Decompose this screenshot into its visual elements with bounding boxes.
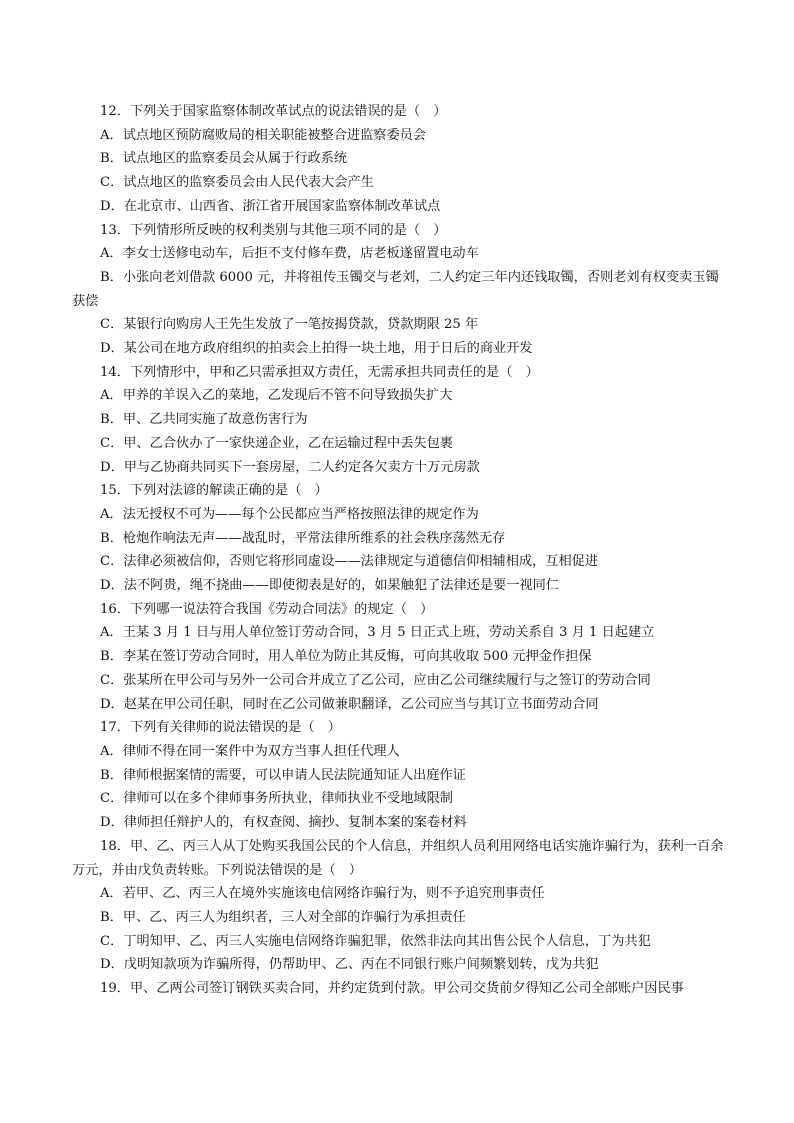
question-stem: 16．下列哪一说法符合我国《劳动合同法》的规定（ ）: [100, 601, 434, 617]
option-a: A．甲养的羊误入乙的菜地，乙发现后不管不问导致损失扩大: [100, 388, 453, 404]
option-b: B．枪炮作响法无声——战乱时，平常法律所维系的社会秩序荡然无存: [100, 530, 506, 546]
question-stem: 14．下列情形中，甲和乙只需承担双方责任，无需承担共同责任的是（ ）: [100, 364, 539, 380]
question-18: [72, 835, 724, 977]
option-c: C．试点地区的监察委员会由人民代表大会产生: [100, 175, 374, 191]
option-c: C．丁明知甲、乙、丙三人实施电信网络诈骗犯罪，依然非法向其出售公民个人信息，丁为共犯: [100, 933, 651, 949]
question-stem: 19．甲、乙两公司签订钢铁买卖合同，并约定货到付款。甲公司交货前夕得知乙公司全部账户因民事: [100, 981, 684, 997]
question-16: [72, 598, 724, 717]
question-17: [72, 716, 724, 835]
option-a: A．律师不得在同一案件中为双方当事人担任代理人: [100, 743, 400, 759]
question-12: [72, 100, 724, 219]
option-a: A．若甲、乙、丙三人在境外实施该电信网络诈骗行为，则不予追究刑事责任: [100, 886, 545, 902]
option-a: A．李女士送修电动车，后拒不支付修车费，店老板遂留置电动车: [100, 246, 479, 262]
option-b: B．小张向老刘借款 6000 元，并将祖传玉镯交与老刘，二人约定三年内还钱取镯，否则老刘有权变卖玉镯获偿: [72, 269, 719, 309]
option-d: D．在北京市、山西省、浙江省开展国家监察体制改革试点: [100, 198, 441, 214]
option-c: C．律师可以在多个律师事务所执业，律师执业不受地域限制: [100, 791, 453, 807]
option-c: C．甲、乙合伙办了一家快递企业，乙在运输过程中丢失包裹: [100, 435, 453, 451]
option-d: D．戊明知款项为诈骗所得，仍帮助甲、乙、丙在不同银行账户间频繁划转，戊为共犯: [100, 957, 599, 973]
option-a: A．试点地区预防腐败局的相关职能被整合进监察委员会: [100, 127, 427, 143]
question-13: [72, 219, 724, 361]
option-b: B．甲、乙共同实施了故意伤害行为: [100, 412, 308, 428]
question-14: [72, 361, 724, 480]
option-b: B．李某在签订劳动合同时，用人单位为防止其反悔，可向其收取 500 元押金作担保: [100, 649, 592, 665]
option-b: B．甲、乙、丙三人为组织者，三人对全部的诈骗行为承担责任: [100, 909, 466, 925]
question-15: [72, 479, 724, 598]
question-stem: 13．下列情形所反映的权利类别与其他三项不同的是（ ）: [100, 222, 447, 238]
option-d: D．法不阿贵，绳不挠曲——即使彻表是好的，如果触犯了法律还是要一视同仁: [100, 578, 559, 594]
option-c: C．法律必须被信仰，否则它将形同虚设——法律规定与道德信仰相辅相成，互相促进: [100, 554, 599, 570]
question-19: [72, 977, 724, 1001]
option-c: C．张某所在甲公司与另外一公司合并成立了乙公司，应由乙公司继续履行与之签订的劳动合同: [100, 672, 651, 688]
question-stem: 12．下列关于国家监察体制改革试点的说法错误的是（ ）: [100, 104, 447, 119]
option-b: B．试点地区的监察委员会从属于行政系统: [100, 151, 348, 167]
question-stem: 17．下列有关律师的说法错误的是（ ）: [100, 720, 341, 736]
exam-page: [72, 100, 724, 1001]
option-b: B．律师根据案情的需要，可以申请人民法院通知证人出庭作证: [100, 767, 466, 783]
option-d: D．某公司在地方政府组织的拍卖会上拍得一块土地，用于日后的商业开发: [100, 341, 533, 357]
option-a: A．法无授权不可为——每个公民都应当严格按照法律的规定作为: [100, 506, 479, 522]
option-d: D．赵某在甲公司任职，同时在乙公司做兼职翻译，乙公司应当与其订立书面劳动合同: [100, 696, 599, 712]
question-stem: 18．甲、乙、丙三人从丁处购买我国公民的个人信息，并组织人员利用网络电话实施诈骗行为，获利一百余万元，并由戊负责转账。下列说法错误的是（ ）: [72, 838, 724, 878]
option-d: D．甲与乙协商共同买下一套房屋，二人约定各欠卖方十万元房款: [100, 459, 480, 475]
option-c: C．某银行向购房人王先生发放了一笔按揭贷款，贷款期限 25 年: [100, 317, 479, 333]
question-stem: 15．下列对法谚的解读正确的是（ ）: [100, 483, 328, 499]
option-d: D．律师担任辩护人的，有权查阅、摘抄、复制本案的案卷材料: [100, 815, 467, 831]
option-a: A．王某 3 月 1 日与用人单位签订劳动合同，3 月 5 日正式上班，劳动关系自 3 月 1 日起建立: [100, 625, 655, 641]
